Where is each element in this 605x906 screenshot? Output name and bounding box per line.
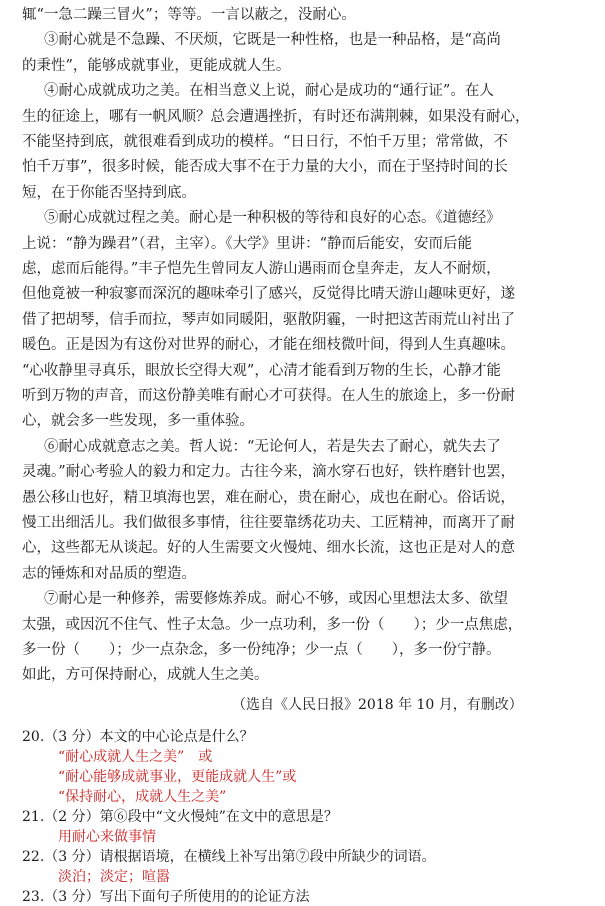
answer-22: 淡泊；淡定；喧嚣	[58, 868, 170, 885]
article-line: 慢工出细活儿。我们做很多事情，往往要靠绣花功夫、工匠精神，而离开了耐	[22, 515, 515, 531]
article-line: ⑥耐心成就意志之美。哲人说：“无论何人，若是失去了耐心，就失去了	[44, 438, 501, 455]
question-23: 23.（3 分）写出下面句子所使用的的论证方法	[22, 888, 310, 905]
article-line: 多一份（ ）；少一点杂念，多一份纯净；少一点（ ），多一份宁静。	[22, 642, 501, 658]
article-line: 借了把胡琴，信手而拉，琴声如同暖阳，驱散阴霾，一时把这苦雨荒山衬出了	[22, 311, 515, 328]
article-line: ⑤耐心成就过程之美。耐心是一种积极的等待和良好的心态。《道德经》	[44, 210, 501, 227]
article-line: 虑，虑而后能得。”丰子恺先生曾同友人游山遇雨而仓皇奔走，友人不耐烦，	[22, 261, 501, 277]
article-line: 的秉性”，能够成就事业，更能成就人生。	[22, 57, 291, 74]
question-21: 21.（2 分）第⑥段中“文火慢炖”在文中的意思是？	[22, 808, 338, 825]
article-line: 灵魂。”耐心考验人的毅力和定力。古往今来，滴水穿石也好，铁杵磨针也罢，	[22, 464, 516, 481]
article-line: 生的征途上，哪有一帆风顺？总会遭遇挫折，有时还布满荆棘，如果没有耐心，	[22, 108, 530, 125]
article-line: ③耐心就是不急躁、不厌烦，它既是一种性格，也是一种品格，是“高尚	[44, 32, 501, 49]
article-line: “心收静里寻真乐，眼放长空得大观”，心清才能看到万物的生长，心静才能	[22, 362, 501, 379]
article-line: ④耐心成就成功之美。在相当意义上说，耐心是成功的“通行证”。在人	[44, 83, 494, 100]
question-20: 20.（3 分）本文的中心论点是什么？	[22, 728, 254, 745]
article-line: 短，在于你能否坚持到底。	[22, 184, 196, 201]
answer-20-option-1: “耐心成就人生之美” 或	[58, 748, 213, 765]
article-line: 志的锤炼和对品质的塑造。	[22, 565, 196, 582]
article-source: （选自《人民日报》2018 年 10 月，有删改）	[232, 696, 523, 713]
article-line: 听到万物的声音，而这份静美唯有耐心才可获得。在人生的旅途上，多一份耐	[22, 388, 515, 404]
article-line: 上说：“静为躁君”（君，主宰）。《大学》里讲：“静而后能安，安而后能	[22, 235, 472, 252]
article-line: 不能坚持到底，就很难看到成功的模样。“日日行，不怕千万里；常常做，不	[22, 134, 508, 150]
article-line: 太强，或因沉不住气、性子太急。少一点功利，多一份（ ）；少一点焦虑，	[22, 616, 523, 633]
article-line: 如此，方可保持耐心，成就人生之美。	[22, 667, 269, 684]
answer-21: 用耐心来做事情	[58, 828, 156, 845]
article-line: 心，这些都无从谈起。好的人生需要文火慢炖、细水长流，这也正是对人的意	[22, 540, 515, 557]
article-line: 愚公移山也好，精卫填海也罢，难在耐心，贵在耐心，成也在耐心。俗话说，	[22, 489, 515, 506]
answer-20-option-3: “保持耐心，成就人生之美”	[58, 788, 227, 805]
article-line: 心，就会多一些发现，多一重体验。	[22, 413, 254, 430]
answer-20-option-2: “耐心能够成就事业，更能成就人生”或	[58, 768, 297, 785]
article-line: ⑦耐心是一种修养，需要修炼养成。耐心不够，或因心里想法太多、欲望	[44, 591, 508, 608]
article-line: 暖色。正是因为有这份对世界的耐心，才能在细枝微叶间，得到人生真趣味。	[22, 337, 515, 354]
question-22: 22.（3 分）请根据语境，在横线上补写出第⑦段中所缺少的词语。	[22, 848, 436, 865]
article-line: 辄“一急二躁三冒火”；等等。一言以蔽之，没耐心。	[22, 7, 356, 23]
article-line: 但他竟被一种寂寥而深沉的趣味牵引了感兴，反觉得比晴天游山趣味更好，遂	[22, 286, 515, 303]
article-line: 怕千万事”，很多时候，能否成大事不在于力量的大小，而在于坚持时间的长	[22, 159, 508, 176]
